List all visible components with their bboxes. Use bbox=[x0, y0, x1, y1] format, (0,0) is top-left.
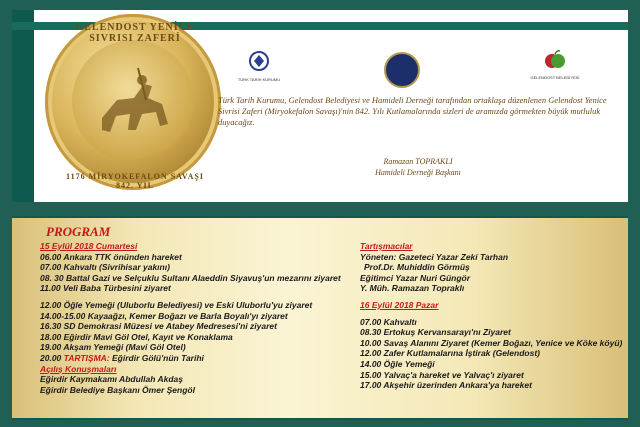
medal-bottom-text: 1176 MİRYOKEFALON SAVAŞI 842. YIL bbox=[66, 172, 204, 190]
schedule-item: 18.00 Eğirdir Mavi Göl Otel, Kayıt ve Konaklama bbox=[40, 331, 233, 342]
schedule-item: 08.30 Ertokuş Kervansarayı'nı Ziyaret bbox=[360, 327, 511, 338]
tartisma-line bbox=[40, 353, 358, 364]
day1-heading: 15 Eylül 2018 Cumartesi bbox=[40, 241, 138, 251]
program-day2-column bbox=[360, 241, 622, 391]
tartisma-topic: Eğirdir Gölü'nün Tarihi bbox=[112, 352, 204, 363]
schedule-item: 08. 30 Battal Gazi ve Selçuklu Sultanı Alaeddin Siyavuş'un mezarını ziyaret bbox=[40, 272, 341, 283]
tartisma-label: TARTIŞMA: bbox=[63, 352, 110, 363]
day2-heading: 16 Eylül 2018 Pazar bbox=[360, 299, 439, 310]
panelist-item: Eğitimci Yazar Nuri Güngör bbox=[360, 272, 471, 283]
program-title: PROGRAM bbox=[46, 224, 111, 239]
signer-name: Ramazan TOPRAKLI bbox=[383, 157, 453, 166]
ttk-logo-caption: TÜRK TARİH KURUMU bbox=[237, 77, 281, 82]
apple-logo-icon bbox=[543, 50, 567, 70]
panelist-item: Yöneten: Gazeteci Yazar Zeki Tarhan bbox=[360, 251, 509, 262]
ttk-emblem-icon bbox=[248, 50, 270, 72]
schedule-item: 17.00 Akşehir üzerinden Ankara'ya hareket bbox=[360, 380, 532, 391]
belediye-logo-caption: GELENDOST BELEDİYESİ bbox=[530, 75, 580, 80]
schedule-item: 19.00 Akşam Yemeği (Mavi Göl Otel) bbox=[40, 342, 186, 353]
schedule-item: 06.00 Ankara TTK önünden hareket bbox=[40, 251, 182, 262]
gelendost-belediye-logo bbox=[525, 50, 585, 80]
hamideli-seal-logo bbox=[384, 52, 420, 88]
schedule-item: 07.00 Kahvaltı (Sivrihisar yakını) bbox=[40, 262, 170, 273]
tartismacilar-heading: Tartışmacılar bbox=[360, 241, 413, 251]
acilis-heading: Açılış Konuşmaları bbox=[40, 363, 117, 374]
panelist-item: Y. Müh. Ramazan Topraklı bbox=[360, 283, 465, 294]
schedule-item: 14.00 Öğle Yemeği bbox=[360, 358, 435, 369]
signature-block bbox=[218, 156, 618, 178]
medal-top-text: GELENDOST YENİCE SIVRISI ZAFERİ bbox=[75, 22, 195, 44]
schedule-item: 12.00 Öğle Yemeği (Uluborlu Belediyesi) ve Eski Uluborlu'yu ziyaret bbox=[40, 299, 313, 310]
schedule-item: 15.00 Yalvaç'a hareket ve Yalvaç'ı ziyaret bbox=[360, 369, 524, 380]
signer-title: Hamideli Derneği Başkanı bbox=[375, 168, 461, 177]
speaker-item: Eğirdir Belediye Başkanı Ömer Şengöl bbox=[40, 384, 195, 395]
horseman-icon bbox=[72, 40, 194, 162]
speaker-item: Eğirdir Kaymakamı Abdullah Akdaş bbox=[40, 374, 183, 385]
schedule-item: 07.00 Kahvaltı bbox=[360, 316, 417, 327]
schedule-item: 14.00-15.00 Kayaağzı, Kemer Boğazı ve Barla Boyalı'yı ziyaret bbox=[40, 310, 288, 321]
medal-horseman-relief bbox=[72, 40, 194, 162]
program-day1-column bbox=[40, 241, 358, 395]
schedule-item: 16.30 SD Demokrasi Müzesi ve Atabey Medresesi'ni ziyaret bbox=[40, 321, 277, 332]
schedule-item: 12.00 Zafer Kutlamalarına İştirak (Gelendost) bbox=[360, 348, 540, 359]
panelist-item: Prof.Dr. Muhiddin Görmüş bbox=[364, 262, 470, 273]
ttk-logo bbox=[224, 50, 294, 82]
invitation-text: Türk Tarih Kurumu, Gelendost Belediyesi ve Hamideli Derneği tarafından ortaklaşa düzenlenen Gelendost Yenice Sivrisi Zaferi (Miryokefalon Savaşı)'nin 842. Yılı Kutlamalarında sizleri de aramızda görmekten büyük mutluluk duyacağız. bbox=[218, 95, 607, 127]
schedule-item: 10.00 Savaş Alanını Ziyaret (Kemer Boğazı, Yenice ve Köke köyü) bbox=[360, 337, 623, 348]
schedule-item: 11.00 Veli Baba Türbesini ziyaret bbox=[40, 283, 171, 294]
tartisma-time: 20.00 bbox=[40, 352, 62, 363]
